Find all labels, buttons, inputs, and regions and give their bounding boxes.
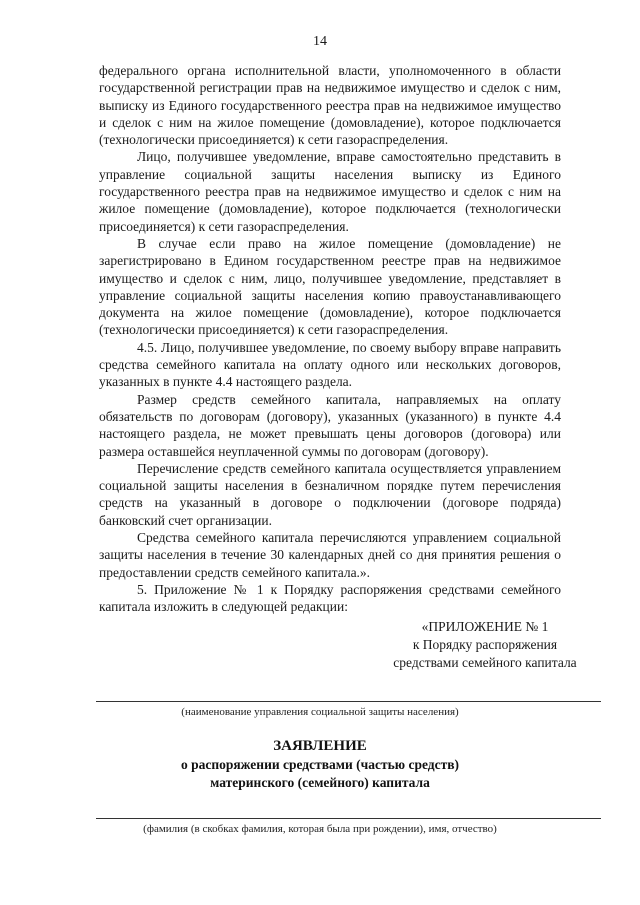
appendix-title: «ПРИЛОЖЕНИЕ № 1 <box>421 619 549 634</box>
appendix-line: к Порядку распоряжения <box>412 637 558 652</box>
paragraph: Размер средств семейного капитала, направляемых на оплату обязательств по договорам (договору), указанных (указанного) в пункте 4.4 настоящего раздела, не может превышать цены договоров (договора) или размера оставшейся неуплаченной суммы по договорам (договору). <box>99 391 561 459</box>
name-hint: (фамилия (в скобках фамилия, которая была при рождении), имя, отчество) <box>143 823 497 835</box>
department-hint: (наименование управления социальной защиты населения) <box>181 706 459 718</box>
paragraph: Лицо, получившее уведомление, вправе самостоятельно представить в управление социальной защиты населения выписку из Единого государственного реестра прав на недвижимое имущество и сделок с ним на жилое помещение (домовладение), которое подключается (технологически присоединяется) к сети газораспределения. <box>99 149 561 234</box>
paragraph: федерального органа исполнительной власти, уполномоченного в области государственной регистрации прав на недвижимое имущество и сделок с ним, выписку из Единого государственного реестра прав на недвижимое имущество и сделок с ним на жилое помещение (домовладение), которое подключается (технологически присоединяется) к сети газораспределения. <box>99 63 561 148</box>
paragraph: Средства семейного капитала перечисляются управлением социальной защиты населения в течение 30 календарных дней со дня принятия решения о предоставлении средств семейного капитала.». <box>99 530 561 580</box>
paragraph: Перечисление средств семейного капитала осуществляется управлением социальной защиты населения в безналичном порядке путем перечисления средств на указанный в договоре о подключении (договоре подряда) банковский счет организации. <box>99 460 561 528</box>
application-title: ЗАЯВЛЕНИЕ <box>273 738 367 754</box>
body-text <box>99 62 561 616</box>
application-subtitle: материнского (семейного) капитала <box>210 775 430 790</box>
paragraph: В случае если право на жилое помещение (домовладение) не зарегистрировано в Едином государственном реестре прав на недвижимое имущество и сделок с ним, лицо, получившее уведомление, представляет в управление социальной защиты населения копию правоустанавливающего документа на жилое помещение (домовладение), которое подключается (технологически присоединяется) к сети газораспределения. <box>99 235 561 338</box>
department-fill-line <box>96 701 601 702</box>
application-subtitle: о распоряжении средствами (частью средств) <box>180 757 460 772</box>
name-fill-line <box>96 818 601 819</box>
appendix-line: средствами семейного капитала <box>393 655 577 670</box>
paragraph: 4.5. Лицо, получившее уведомление, по своему выбору вправе направить средства семейного капитала на оплату одного или нескольких договоров, указанных в пункте 4.4 настоящего раздела. <box>99 339 561 390</box>
paragraph: 5. Приложение № 1 к Порядку распоряжения средствами семейного капитала изложить в следующей редакции: <box>99 581 561 615</box>
appendix-header <box>360 618 610 672</box>
page-number: 14 <box>313 34 327 49</box>
